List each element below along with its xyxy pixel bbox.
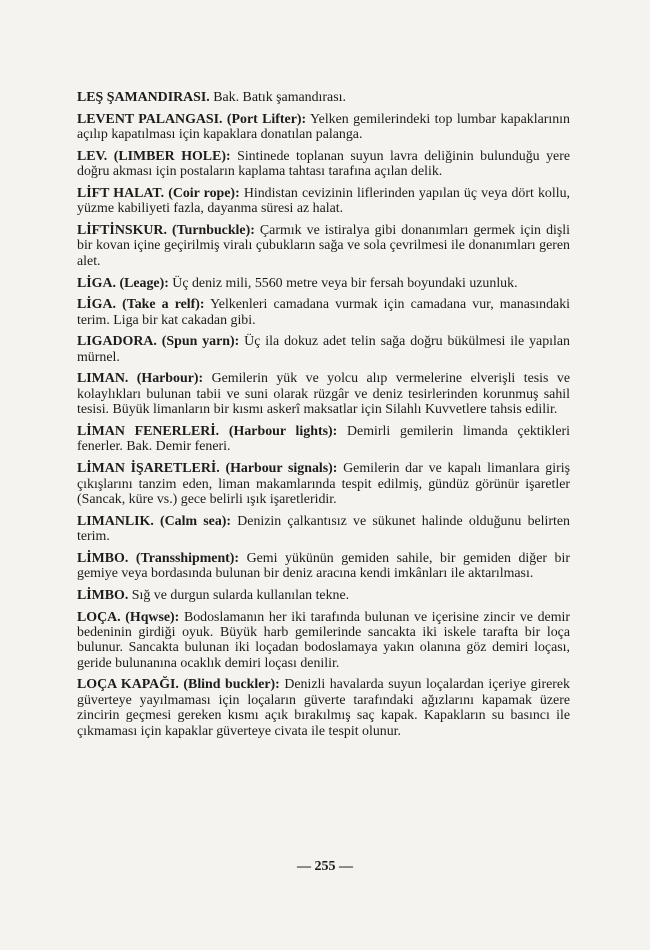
entry-term: LİMAN İŞARETLERİ. (Harbour signals): — [77, 461, 338, 477]
entry-loca — [77, 610, 570, 672]
entry-term: LEVENT PALANGASI. (Port Lifter): — [77, 111, 307, 127]
entry-definition: Üç deniz mili, 5560 metre veya bir fersah boyundaki uzunluk. — [168, 275, 518, 291]
entry-definition: Yelken gemilerindeki top lumbar kapaklarının açılıp kapatılması için kapaklara donatılan palanga. — [77, 111, 570, 143]
entry-term: LİMAN FENERLERİ. (Harbour lights): — [77, 423, 338, 439]
entry-limbo — [77, 588, 570, 603]
entry-term: LIMAN. (Harbour): — [77, 371, 204, 387]
entry-definition: Sintinede toplanan suyun lavra deliğinin bulunduğu yere doğru akması için postaların kaplama tahtası tarafına açılan delik. — [77, 148, 571, 180]
entry-term: LEŞ ŞAMANDIRASI. — [77, 90, 210, 105]
entry-les-samandirasi — [77, 90, 570, 105]
entry-definition: Gemilerin yük ve yolcu alıp vermelerine elverişli tesis ve kolaylıkları bulunan tabii ve suni olarak rüzgâr ve deniz tesirlerinden korunmuş sahil tesisi. Büyük limanların bir kısmı askerî maksatlar için Silahlı Kuvvetlere tahsis edilir. — [77, 371, 570, 418]
entry-limbo-transshipment — [77, 551, 570, 582]
entry-liga-leage — [77, 276, 570, 291]
entry-lev — [77, 149, 570, 180]
entry-definition: Denizin çalkantısız ve sükunet halinde olduğunu belirten terim. — [77, 513, 570, 545]
dictionary-entries — [77, 90, 570, 745]
entry-definition: Denizli havalarda suyun loçalardan içeriye girerek güverteye yayılmaması için loçaların güverte tarafındaki ağızlarını kapamak üzere zincirin geçmesi gereken kısmı açık bırakılmış saç kapak. Kapakların su basıncı ile çıkmaması için kapaklar güverteye civata ile tespit olunur. — [77, 677, 570, 739]
entry-term: LOÇA KAPAĞI. (Blind buckler): — [77, 677, 280, 693]
entry-term: LOÇA. (Hqwse): — [77, 609, 180, 625]
entry-limanlik — [77, 514, 570, 545]
entry-term: LİFT HALAT. (Coir rope): — [77, 185, 240, 201]
entry-definition: Gemi yükünün gemiden sahile, bir gemiden diğer bir gemiye veya bordasında bulunan bir deniz aracına kendi imkânları ile aktarılması. — [77, 550, 570, 582]
entry-definition: Hindistan cevizinin liflerinden yapılan üç veya dört kollu, yüzme kabiliyeti fazla, dayanma süresi az halat. — [77, 185, 570, 217]
entry-loca-kapagi — [77, 677, 570, 739]
entry-term: LİGA. (Take a relf): — [77, 297, 205, 313]
entry-definition: Bodoslamanın her iki tarafında bulunan ve içerisine zincir ve demir bedeninin girdiği oyuk. Büyük harb gemilerinde sancakta iki iskele tarafta bir loça bulunur. Sancakta bulunan iki loçadan bodoslamaya yakın olanına göz demiri loçası, geride bulunanına ocaklık demiri loçası denilir. — [77, 609, 570, 671]
entry-term: LİMBO. — [77, 587, 129, 603]
entry-liman-fenerleri — [77, 424, 570, 455]
entry-ligadora — [77, 334, 570, 365]
entry-term: LİMBO. (Transshipment): — [77, 550, 240, 566]
entry-liftinskur — [77, 223, 570, 269]
entry-liman-isaretleri — [77, 461, 570, 507]
entry-definition: Çarmık ve istiralya gibi donanımları germek için dişli bir kovan içine geçirilmiş viralı çubukların sağa ve sola çevrilmesi ile donanımları geren alet. — [77, 223, 570, 269]
entry-term: LIGADORA. (Spun yarn): — [77, 334, 240, 350]
entry-definition: Yelkenleri camadana vurmak için camadana vur, manasındaki terim. Liga bir kat cakadan gibi. — [77, 297, 571, 328]
entry-term: LİGA. (Leage): — [77, 275, 169, 291]
entry-liman — [77, 371, 570, 417]
entry-definition: Bak. Batık şamandırası. — [209, 90, 346, 105]
entry-levent-palangasi — [77, 112, 570, 143]
entry-liga-take-a-relf — [77, 297, 570, 328]
entry-definition: Sığ ve durgun sularda kullanılan tekne. — [128, 587, 350, 603]
entry-lift-halat — [77, 186, 570, 217]
entry-term: LIMANLIK. (Calm sea): — [77, 513, 232, 529]
entry-definition: Üç ila dokuz adet telin sağa doğru bükülmesi ile yapılan mürnel. — [77, 334, 570, 365]
page-number: — 255 — — [297, 859, 353, 874]
entry-definition: Gemilerin dar ve kapalı limanlara giriş çıkışlarını tanzim eden, liman makamlarında tespit edilmiş, gündüz görünür işaretler (Sancak, küre vs.) gece belirli ışık işaretleridir. — [77, 461, 570, 507]
entry-term: LİFTİNSKUR. (Turnbuckle): — [77, 223, 255, 239]
entry-term: LEV. (LIMBER HOLE): — [77, 148, 231, 164]
entry-definition: Demirli gemilerin limanda çektikleri fenerler. Bak. Demir feneri. — [77, 423, 570, 455]
